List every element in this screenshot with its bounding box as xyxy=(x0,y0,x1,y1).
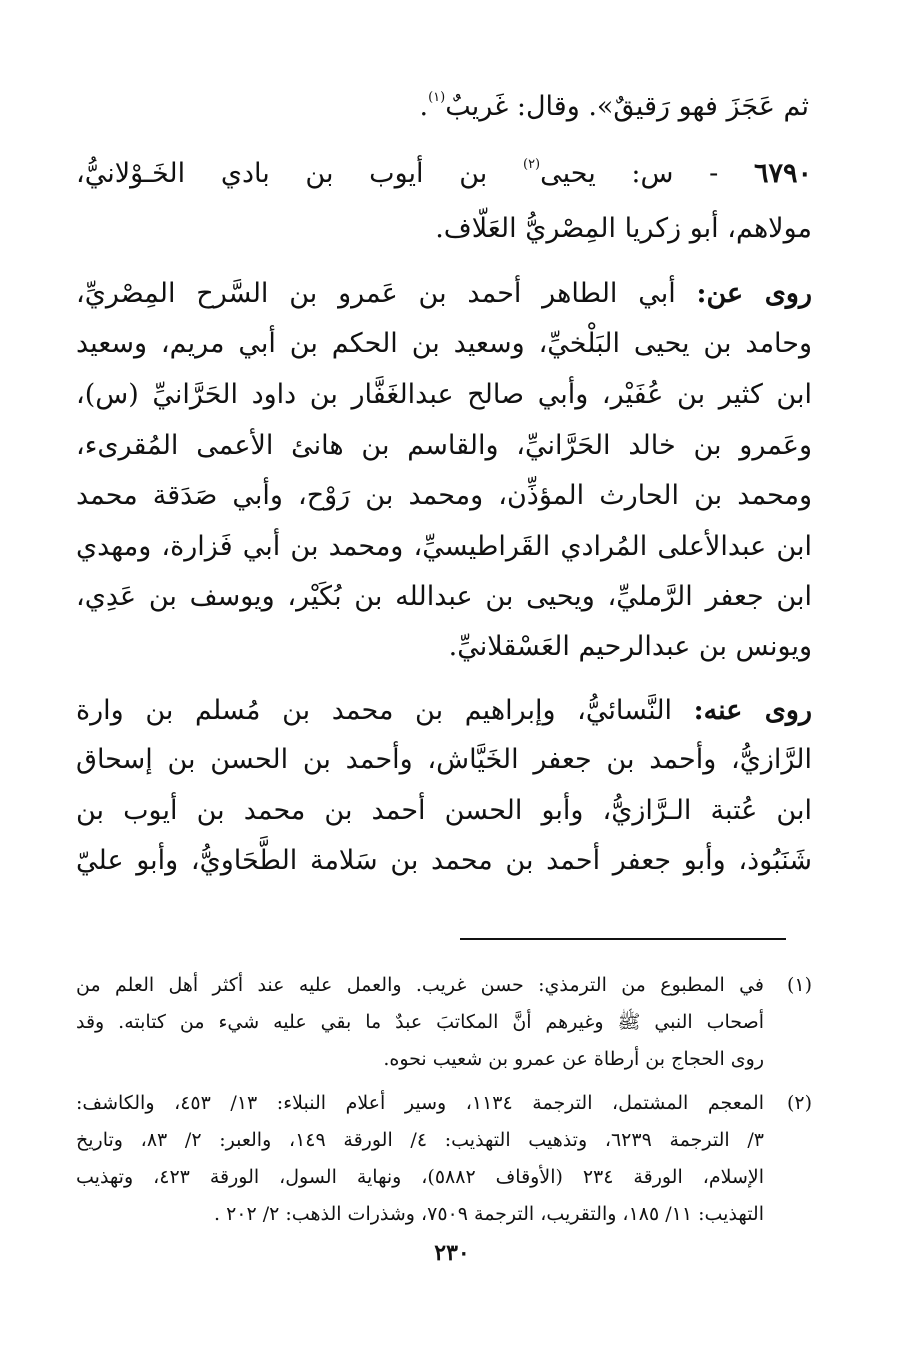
footnote-2-line-4: التهذيب: ١١/ ١٨٥، والتقريب، الترجمة ٧٥٠٩، وشذرات الذهب: ٢/ ٢٠٢ . xyxy=(213,1203,764,1225)
riwaya-anhu-line-2: الرَّازيُّ، وأحمد بن جعفر الخَيَّاش، وأحمد بن الحسن بن إسحاق xyxy=(76,744,812,775)
footnote-1-line-3: روى الحجاج بن أرطاة عن عمرو بن شعيب نحوه. xyxy=(383,1048,764,1070)
footnote-ref-2: (٢) xyxy=(522,157,541,172)
entry-prefix: - س: xyxy=(595,158,754,189)
continuation-text: ثم عَجَزَ فهو رَقيقٌ». وقال: غَريبٌ xyxy=(445,91,809,122)
riwaya-from-line-6: ابن عبدالأعلى المُرادي القَراطيسيِّ، ومحمد بن أبي فَزارة، ومهدي xyxy=(76,531,812,562)
entry-heading-line-1 xyxy=(76,155,812,193)
riwaya-from-line-5: ومحمد بن الحارث المؤذِّن، ومحمد بن رَوْح، وأبي صَدَقة محمد xyxy=(76,480,812,511)
footnote-2-line-3: الإسلام، الورقة ٢٣٤ (الأوقاف ٥٨٨٢)، ونهاية السول، الورقة ٤٢٣، وتهذيب xyxy=(76,1166,764,1188)
entry-heading-line-2 xyxy=(76,210,812,248)
riwaya-from-line-4: وعَمرو بن خالد الحَرَّانيِّ، والقاسم بن هانئ الأعمى المُقرىء، xyxy=(76,430,812,461)
footnote-2-number: (٢) xyxy=(786,1092,812,1114)
entry-name-rest: بن أيوب بن بادي الخَـوْلانيُّ، xyxy=(76,158,523,189)
entry-name: يحيى xyxy=(540,158,596,189)
riwaya-from-label: روى عن: xyxy=(696,278,812,309)
riwaya-anhu-line-4: شَنَبُوذ، وأبو جعفر أحمد بن محمد بن سَلامة الطَّحَاويُّ، وأبو عليّ xyxy=(76,845,812,876)
footnote-1-number: (١) xyxy=(786,974,812,996)
footnote-2-line-1: المعجم المشتمل، الترجمة ١١٣٤، وسير أعلام النبلاء: ١٣/ ٤٥٣، والكاشف: xyxy=(76,1092,764,1114)
continuation-line xyxy=(76,88,809,126)
page-number: ٢٣٠ xyxy=(434,1240,470,1266)
riwaya-from-line-7: ابن جعفر الرَّمليِّ، ويحيى بن عبدالله بن بُكَيْر، ويوسف بن عَدِي، xyxy=(76,581,812,612)
riwaya-anhu-line-1 xyxy=(76,692,812,730)
riwaya-from-line-2: وحامد بن يحيى البَلْخيِّ، وسعيد بن الحكم بن أبي مريم، وسعيد xyxy=(76,328,812,359)
footnote-1-line-1: في المطبوع من الترمذي: حسن غريب. والعمل عليه عند أكثر أهل العلم من xyxy=(76,974,764,996)
footnote-2-line-2: ٣/ الترجمة ٦٢٣٩، وتذهيب التهذيب: ٤/ الورقة ١٤٩، والعبر: ٢/ ٨٣، وتاريخ xyxy=(76,1129,764,1151)
entry-number: ٦٧٩٠ xyxy=(753,158,812,189)
footnote-ref-1: (١) xyxy=(428,90,446,105)
entry-heading-text-2: مولاهم، أبو زكريا المِصْريُّ العَلّاف. xyxy=(435,213,812,244)
riwaya-from-line-1 xyxy=(76,275,812,313)
riwaya-from-text-1: أبي الطاهر أحمد بن عَمرو بن السَّرح المِصْريِّ، xyxy=(76,278,697,309)
riwaya-anhu-line-3: ابن عُتبة الـرَّازيُّ، وأبو الحسن أحمد بن محمد بن أيوب بن xyxy=(76,795,812,826)
footnote-1-line-2: أصحاب النبي ﷺ وغيرهم أنَّ المكاتبَ عبدٌ ما بقي عليه شيء من كتابته. وقد xyxy=(76,1011,764,1033)
footnote-separator xyxy=(460,938,786,940)
continuation-end: . xyxy=(419,91,429,122)
riwaya-from-line-8: ويونس بن عبدالرحيم العَسْقلانيِّ. xyxy=(448,631,812,662)
riwaya-from-line-3: ابن كثير بن عُفَيْر، وأبي صالح عبدالغَفَّار بن داود الحَرَّانيِّ (س)، xyxy=(76,379,812,410)
riwaya-anhu-text-1: النَّسائيُّ، وإبراهيم بن محمد بن مُسلم بن وارة xyxy=(76,695,694,726)
riwaya-anhu-label: روى عنه: xyxy=(693,695,813,726)
